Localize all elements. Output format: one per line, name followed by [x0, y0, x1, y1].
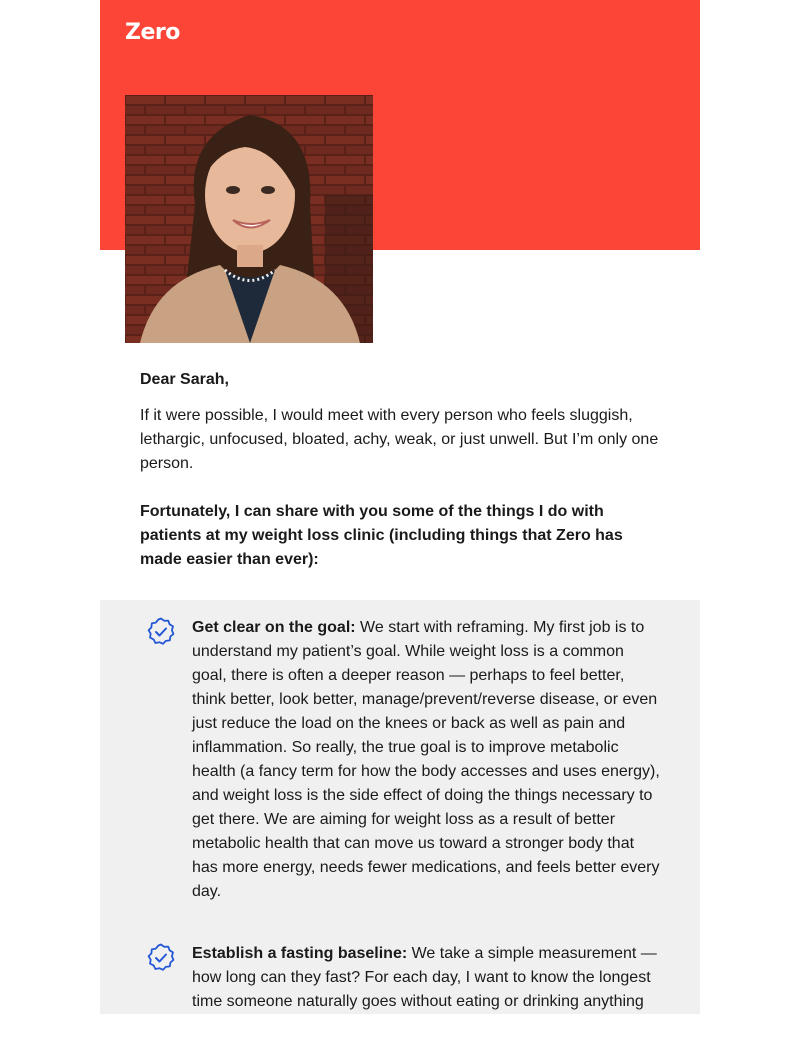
tip-item	[100, 942, 700, 1014]
tips-section	[100, 600, 700, 1014]
intro-paragraph: If it were possible, I would meet with every person who feels sluggish, lethargic, unfocused, bloated, achy, weak, or just unwell. But I’m only one person.	[140, 407, 659, 472]
tip-body: We take a simple measurement — how long can they fast? For each day, I want to know the longest time someone naturally goes without eating or drinking anything	[192, 945, 657, 1010]
hero-banner	[100, 0, 700, 250]
emphasis-paragraph: Fortunately, I can share with you some of the things I do with patients at my weight loss clinic (including things that Zero has made easier than ever):	[140, 503, 623, 568]
zero-logo[interactable]: Zero	[125, 20, 180, 45]
tip-body: We start with reframing. My first job is to understand my patient’s goal. While weight loss is a common goal, there is often a deeper reason — perhaps to feel better, think better, look better, manage/prevent/reverse disease, or even just reduce the load on the knees or back as well as pain and inflammation. So really, the true goal is to improve metabolic health (a fancy term for how the body accesses and uses energy), and weight loss is the side effect of doing the things necessary to get there. We are aiming for weight loss as a result of better metabolic health that can move us toward a stronger body that has more energy, needs fewer medications, and feels better every day.	[192, 619, 660, 900]
portrait-image	[125, 95, 373, 343]
check-badge-icon	[145, 942, 177, 974]
author-photo	[125, 95, 373, 343]
email-body	[100, 0, 700, 1052]
greeting: Dear Sarah,	[140, 371, 229, 388]
check-badge-icon	[145, 616, 177, 648]
tip-title: Get clear on the goal:	[192, 619, 356, 636]
tip-item	[100, 616, 700, 904]
tip-title: Establish a fasting baseline:	[192, 945, 408, 962]
